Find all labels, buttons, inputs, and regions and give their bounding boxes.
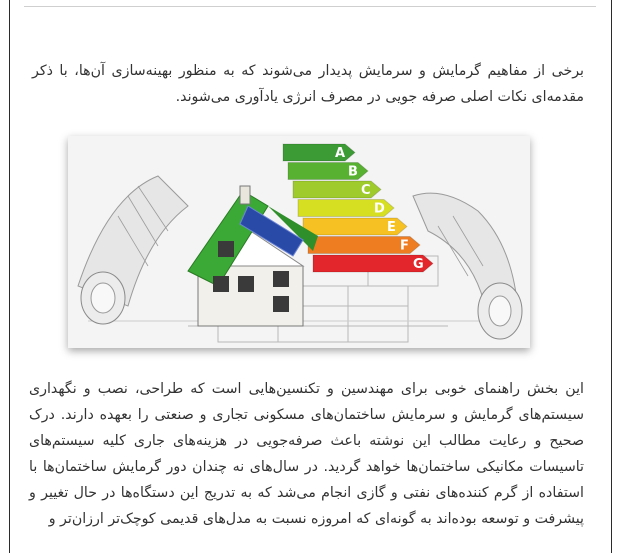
energy-class-b-label: B [348,164,358,180]
body-paragraph: این بخش راهنمای خوبی برای مهندسین و تکنسین‌هایی است که طراحی، نصب و نگهداری سیستم‌های گرمایش و سرمایش ساختمان‌های مسکونی تجاری و صنعتی را بعهده دارند. درک صحیح و رعایت مطالب این نوشته باعث صرفه‌جویی در هزینه‌های جاری کلیه سیستم‌های تاسیسات مکانیکی ساختمان‌ها خواهد گردید. در سال‌های نه چندان دور گرمایش ساختمان‌ها با استفاده از گرم کننده‌های نفتی و گازی انجام می‌شد که به تدریج این دستگاه‌ها در حال تغییر و پیشرفت و توسعه بوده‌اند به گونه‌ای که امروزه نسبت به مدل‌های قدیمی کوچک‌تر ارزان‌تر و [29,381,584,527]
energy-class-c-label: C [361,183,371,198]
energy-class-f-label: F [400,238,409,254]
page-border-left [9,0,10,553]
intro-paragraph: برخی از مفاهیم گرمایش و سرمایش پدیدار می‌شوند که به منظور بهینه‌سازی آن‌ها، با ذکر مقدمه‌ای نکات اصلی صرفه جویی در مصرف انرژی یادآوری می‌شوند. [32,63,584,105]
energy-class-d-label: D [374,201,385,217]
energy-efficiency-image [68,136,530,348]
energy-class-a-label: A [335,146,346,161]
energy-class-e-label: E [387,220,396,235]
page-border-right [611,0,612,553]
page-top-rule [24,6,596,7]
energy-class-g-label: G [413,257,424,272]
